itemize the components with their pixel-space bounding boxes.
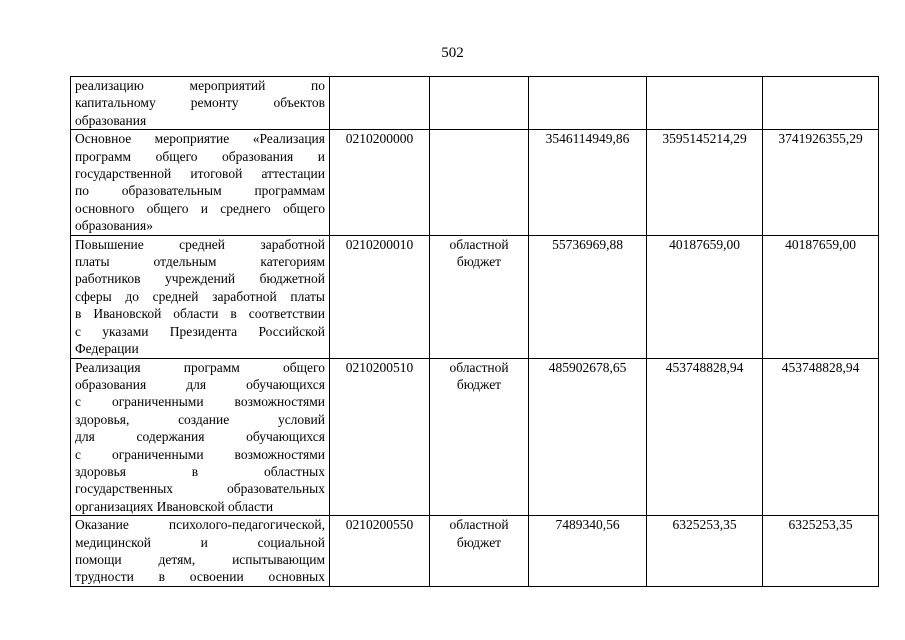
cell-amount-year1: 3546114949,86 [529,130,647,235]
cell-name-line: капитальному ремонту объектов [75,95,325,111]
cell-name-line: реализацию мероприятий по [75,78,325,93]
cell-name [71,77,330,130]
cell-amount-year2: 40187659,00 [647,235,763,358]
cell-name-line: платы отдельным категориям [75,254,325,270]
cell-code: 0210200010 [330,235,430,358]
cell-name [71,130,330,235]
cell-name-line: медицинской и социальной [75,534,325,550]
cell-name-line: в Ивановской области в соответствии [75,306,325,322]
cell-name-line: с ограниченными возможностями [75,446,325,462]
cell-name-line: Оказание психолого-педагогической, [75,517,325,533]
cell-name-line: для содержания обучающихся [75,429,325,445]
cell-name-line: основного общего и среднего общего [75,200,325,216]
cell-source: областной бюджет [430,358,529,516]
page-number: 502 [441,45,464,61]
cell-name-line: образования для обучающихся [75,376,325,392]
cell-amount-year2: 453748828,94 [647,358,763,516]
cell-code: 0210200000 [330,130,430,235]
cell-amount-year3 [763,77,879,130]
cell-name-line: помощи детям, испытывающим [75,551,325,567]
cell-amount-year3: 6325253,35 [763,516,879,587]
cell-name [71,235,330,358]
cell-code: 0210200510 [330,358,430,516]
cell-name-line: с ограниченными возможностями [75,394,325,410]
cell-source: областной бюджет [430,516,529,587]
cell-amount-year1 [529,77,647,130]
budget-table [70,76,879,587]
cell-amount-year3: 40187659,00 [763,235,879,358]
cell-amount-year3: 3741926355,29 [763,130,879,235]
cell-code: 0210200550 [330,516,430,587]
cell-name-line: программ общего образования и [75,148,325,164]
cell-name [71,516,330,587]
cell-amount-year1: 55736969,88 [529,235,647,358]
cell-name-line: здоровья в областных [75,463,325,479]
cell-name-line: здоровья, создание условий [75,411,325,427]
cell-amount-year2: 6325253,35 [647,516,763,587]
table-row [71,516,879,587]
cell-name-line: образования [75,112,147,128]
cell-name-line: с указами Президента Российской [75,323,325,339]
cell-name-line: организациях Ивановской области [75,498,274,514]
cell-amount-year2 [647,77,763,130]
cell-name-line: работников учреждений бюджетной [75,271,325,287]
table-row [71,77,879,130]
cell-amount-year3: 453748828,94 [763,358,879,516]
table-row [71,358,879,516]
cell-name-line: Федерации [75,341,139,357]
cell-name-line: государственной итоговой аттестации [75,166,325,182]
table-row [71,235,879,358]
cell-name-line: Основное мероприятие «Реализация [75,131,325,147]
cell-code [330,77,430,130]
cell-name-line: сферы до средней заработной платы [75,288,325,304]
table-row [71,130,879,235]
cell-name-line: Реализация программ общего [75,359,325,375]
cell-name-line: государственных образовательных [75,481,325,497]
cell-name-line: по образовательным программам [75,183,325,199]
cell-name [71,358,330,516]
cell-amount-year2: 3595145214,29 [647,130,763,235]
cell-amount-year1: 7489340,56 [529,516,647,587]
cell-name-line: образования» [75,218,153,234]
budget-table-body [71,77,879,587]
cell-source [430,77,529,130]
cell-name-line: Повышение средней заработной [75,236,325,252]
cell-source: областной бюджет [430,235,529,358]
cell-amount-year1: 485902678,65 [529,358,647,516]
cell-source [430,130,529,235]
cell-name-line: трудности в освоении основных [75,569,325,585]
